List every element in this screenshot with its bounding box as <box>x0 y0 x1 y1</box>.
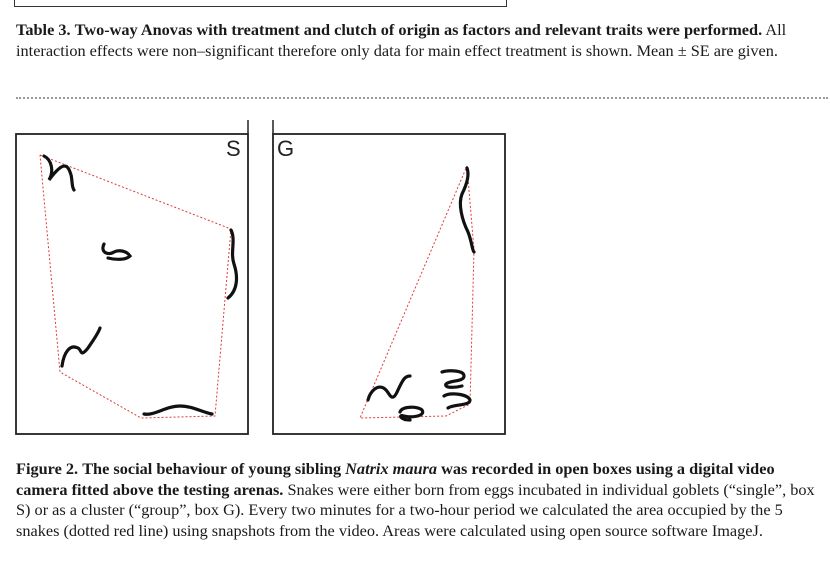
snake-g-3 <box>442 371 464 388</box>
snake-s-3 <box>228 230 236 298</box>
table-caption-title: Two-way Anovas with treatment and clutch of origin as factors and relevant traits were performed. <box>74 20 763 39</box>
snake-g-1 <box>460 168 474 252</box>
panel-s-snakes <box>44 156 236 414</box>
snake-s-4 <box>62 328 100 366</box>
snake-s-2 <box>103 244 130 259</box>
figure-2 <box>0 120 830 450</box>
figure-caption-title-post: was recorded in open boxes using a digital video camera fitted above the testing arenas. <box>16 459 775 499</box>
panel-g <box>273 120 505 434</box>
panel-g-box <box>273 134 505 434</box>
figure-caption <box>16 459 824 541</box>
snake-s-5 <box>144 406 212 414</box>
panel-s-label: S <box>226 136 241 161</box>
snake-g-5 <box>400 407 423 420</box>
table-bottom-border <box>14 0 507 7</box>
figure-caption-label: Figure 2. <box>16 459 79 478</box>
figure-2-image <box>0 120 830 450</box>
panel-s-area-outline-path <box>40 155 231 418</box>
figure-caption-body: Snakes were either born from eggs incubated in individual goblets (“single”, box S) or as a cluster (“group”, box G). Every two minutes for a two-hour period we calculated the area occupied by the 5 snakes (dotted red line) using snapshots from the video. Areas were calculated using open source software ImageJ. <box>16 479 815 540</box>
snake-g-2 <box>368 376 410 400</box>
table-caption-body: All interaction effects were non–significant therefore only data for main effect treatment is shown. Mean ± SE are given. <box>16 20 787 60</box>
panel-g-snakes <box>368 168 474 420</box>
table-caption <box>16 20 822 61</box>
figure-caption-species: Natrix maura <box>345 459 438 478</box>
section-divider <box>16 97 828 99</box>
snake-g-4 <box>444 394 470 408</box>
panel-g-label: G <box>277 136 295 161</box>
figure-caption-title-pre: The social behaviour of young sibling <box>82 459 342 478</box>
snake-s-1 <box>44 156 74 190</box>
panel-s <box>16 120 248 434</box>
table-caption-label: Table 3. <box>16 20 71 39</box>
